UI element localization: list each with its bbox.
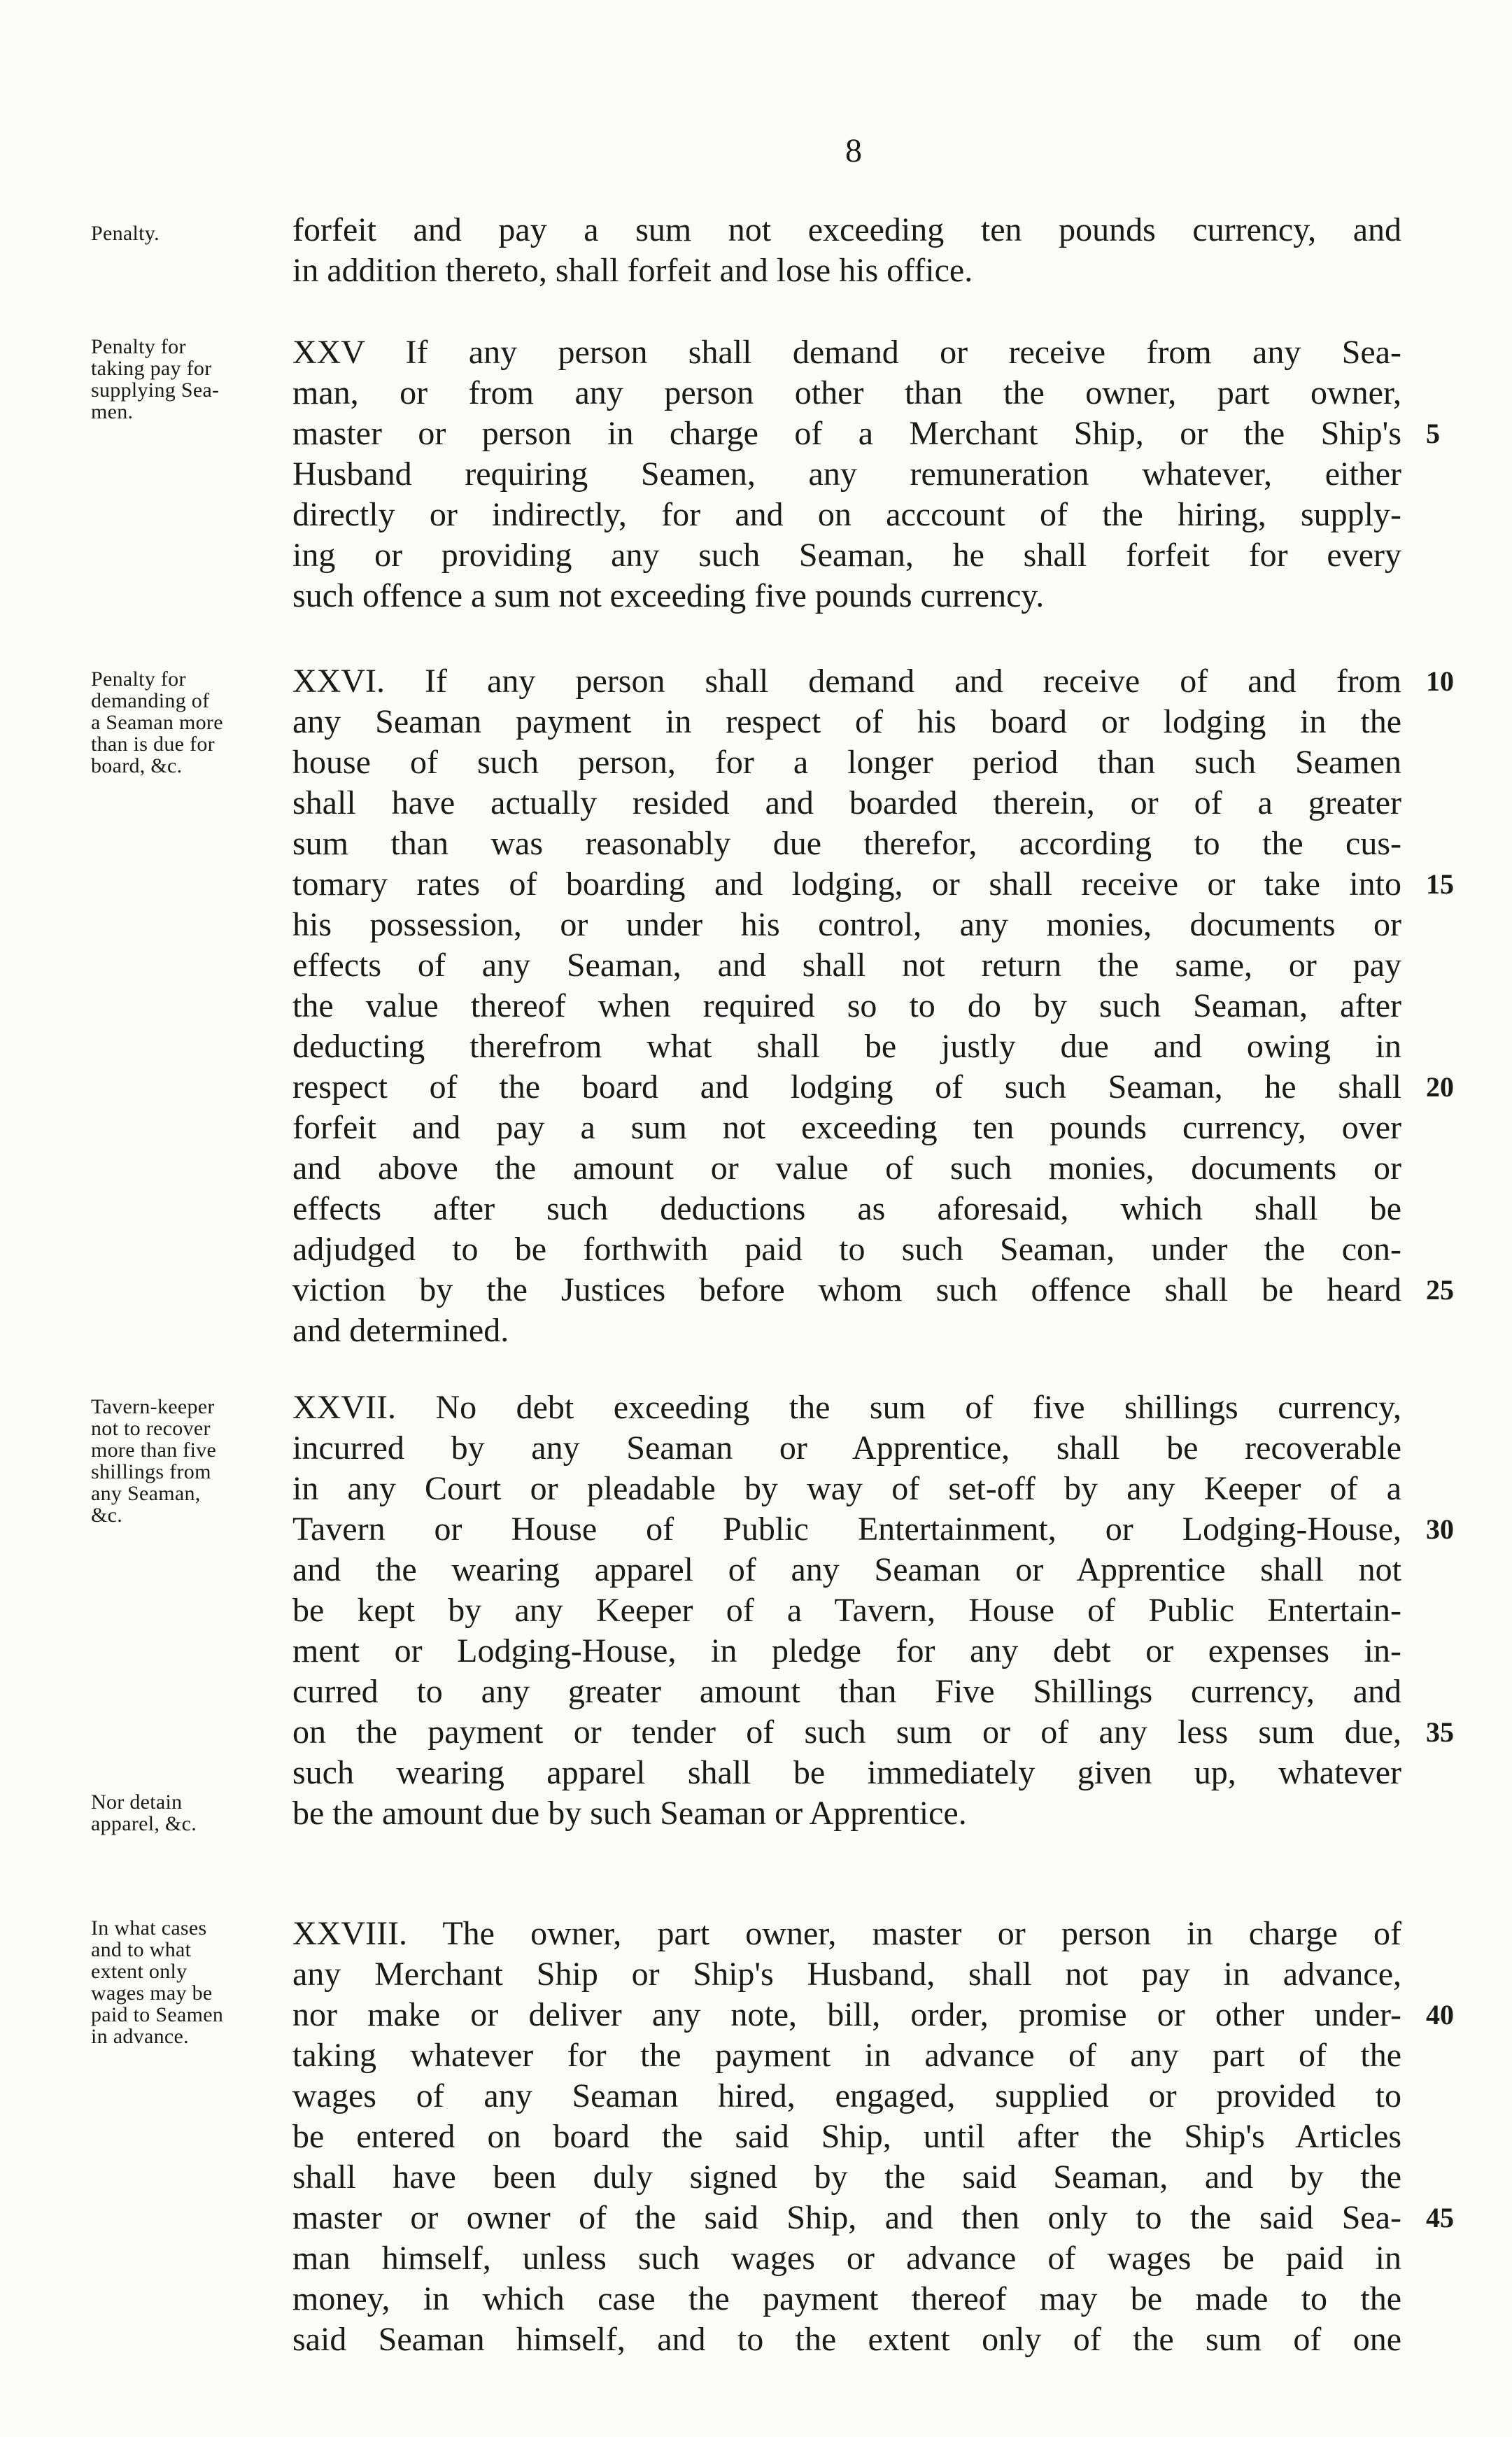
margin-note-line: &c. <box>91 1504 123 1527</box>
text-line: XXVIII. The owner, part owner, master or person in charge of <box>292 1915 1401 1952</box>
margin-note-tavern-keeper <box>91 1396 294 1526</box>
text-line: viction by the Justices before whom such offence shall be heard <box>292 1271 1401 1308</box>
margin-note-line: than is due for <box>91 733 215 756</box>
text-line: XXV If any person shall demand or receive from any Sea- <box>292 334 1401 371</box>
section-body <box>292 1387 1401 1834</box>
margin-note-line: Penalty for <box>91 667 186 691</box>
text-line: master or owner of the said Ship, and then only to the said Sea- <box>292 2199 1401 2236</box>
text-line: Husband requiring Seamen, any remuneration whatever, either <box>292 455 1401 493</box>
text-line: taking whatever for the payment in advance of any part of the <box>292 2037 1401 2074</box>
section-body <box>292 210 1401 291</box>
margin-note-line: apparel, &c. <box>91 1812 197 1835</box>
text-line: his possession, or under his control, any monies, documents or <box>292 906 1401 943</box>
margin-note-line: Tavern-keeper <box>91 1395 215 1418</box>
text-line: in any Court or pleadable by way of set-off by any Keeper of a <box>292 1470 1401 1507</box>
margin-note-line: board, &c. <box>91 754 183 777</box>
text-line: man himself, unless such wages or advance of wages be paid in <box>292 2240 1401 2277</box>
text-line: house of such person, for a longer period than such Seamen <box>292 744 1401 781</box>
line-number: 25 <box>1426 1274 1454 1306</box>
text-line: in addition thereto, shall forfeit and lose his office. <box>292 252 973 289</box>
text-line: ment or Lodging-House, in pledge for any debt or expenses in- <box>292 1632 1401 1669</box>
margin-note-line: wages may be <box>91 1982 213 2005</box>
line-number: 20 <box>1426 1071 1454 1103</box>
margin-note-line: Penalty. <box>91 222 160 245</box>
text-line: the value thereof when required so to do by such Seaman, after <box>292 987 1401 1024</box>
line-number: 15 <box>1426 868 1454 900</box>
page-number: 8 <box>845 132 862 169</box>
text-line: adjudged to be forthwith paid to such Seaman, under the con- <box>292 1231 1401 1268</box>
text-line: master or person in charge of a Merchant Ship, or the Ship's <box>292 415 1401 452</box>
margin-note-line: taking pay for <box>91 357 212 380</box>
margin-note-line: any Seaman, <box>91 1482 201 1505</box>
section-body <box>292 1914 1401 2360</box>
text-line: and above the amount or value of such monies, documents or <box>292 1150 1401 1187</box>
text-line: nor make or deliver any note, bill, order, promise or other under- <box>292 1996 1401 2033</box>
text-line: be the amount due by such Seaman or Apprentice. <box>292 1795 967 1832</box>
section-body <box>292 661 1401 1351</box>
text-line: wages of any Seaman hired, engaged, supplied or provided to <box>292 2077 1401 2114</box>
text-line: tomary rates of boarding and lodging, or shall receive or take into <box>292 866 1401 903</box>
text-line: sum than was reasonably due therefor, according to the cus- <box>292 825 1401 862</box>
margin-note-line: more than five <box>91 1439 217 1462</box>
text-line: XXVI. If any person shall demand and receive of and from <box>292 663 1401 700</box>
text-line: and the wearing apparel of any Seaman or Apprentice shall not <box>292 1551 1401 1588</box>
text-line: curred to any greater amount than Five Shillings currency, and <box>292 1673 1401 1710</box>
line-number: 5 <box>1426 418 1440 449</box>
text-line: such wearing apparel shall be immediately given up, whatever <box>292 1754 1401 1791</box>
margin-note-line: a Seaman more <box>91 711 223 734</box>
text-line: man, or from any person other than the owner, part owner, <box>292 374 1401 411</box>
text-line: such offence a sum not exceeding five pounds currency. <box>292 577 1045 614</box>
text-line: be kept by any Keeper of a Tavern, House of Public Entertain- <box>292 1592 1401 1629</box>
text-line: incurred by any Seaman or Apprentice, shall be recoverable <box>292 1429 1401 1467</box>
text-line: directly or indirectly, for and on acccount of the hiring, supply- <box>292 496 1401 533</box>
section-body <box>292 332 1401 616</box>
margin-note-line: extent only <box>91 1960 188 1983</box>
margin-note-line: Nor detain <box>91 1790 183 1814</box>
margin-note-line: men. <box>91 400 134 423</box>
line-number: 35 <box>1426 1716 1454 1748</box>
margin-note-penalty <box>91 222 294 244</box>
margin-note-line: in advance. <box>91 2025 189 2048</box>
margin-note-line: demanding of <box>91 689 210 712</box>
margin-note-wages-in-advance <box>91 1917 294 2047</box>
margin-note-penalty-board <box>91 668 294 777</box>
line-number: 30 <box>1426 1513 1454 1545</box>
line-number: 10 <box>1426 665 1454 697</box>
text-line: and determined. <box>292 1312 509 1349</box>
text-line: forfeit and pay a sum not exceeding ten pounds currency, over <box>292 1109 1401 1146</box>
margin-note-line: In what cases <box>91 1916 207 1940</box>
text-line: money, in which case the payment thereof may be made to the <box>292 2280 1401 2317</box>
text-line: shall have actually resided and boarded therein, or of a greater <box>292 784 1401 821</box>
line-number: 45 <box>1426 2202 1454 2233</box>
margin-note-line: supplying Sea- <box>91 379 220 402</box>
margin-note-line: shillings from <box>91 1460 211 1483</box>
margin-note-line: and to what <box>91 1938 192 1961</box>
text-line: effects of any Seaman, and shall not return the same, or pay <box>292 947 1401 984</box>
text-line: Tavern or House of Public Entertainment, or Lodging-House, <box>292 1511 1401 1548</box>
text-line: forfeit and pay a sum not exceeding ten pounds currency, and <box>292 211 1401 248</box>
margin-note-penalty-supplying-seamen <box>91 336 294 423</box>
margin-note-line: paid to Seamen <box>91 2003 224 2026</box>
text-line: be entered on board the said Ship, until after the Ship's Articles <box>292 2118 1401 2155</box>
text-line: any Seaman payment in respect of his board or lodging in the <box>292 703 1401 740</box>
text-line: shall have been duly signed by the said Seaman, and by the <box>292 2159 1401 2196</box>
text-line: said Seaman himself, and to the extent only of the sum of one <box>292 2321 1401 2358</box>
margin-note-nor-detain <box>91 1791 294 1835</box>
line-number: 40 <box>1426 1999 1454 2030</box>
margin-note-line: not to recover <box>91 1417 211 1440</box>
text-line: XXVII. No debt exceeding the sum of five shillings currency, <box>292 1389 1401 1426</box>
text-line: on the payment or tender of such sum or of any less sum due, <box>292 1714 1401 1751</box>
text-line: any Merchant Ship or Ship's Husband, shall not pay in advance, <box>292 1956 1401 1993</box>
text-line: deducting therefrom what shall be justly due and owing in <box>292 1028 1401 1065</box>
margin-note-line: Penalty for <box>91 335 186 358</box>
text-line: respect of the board and lodging of such Seaman, he shall <box>292 1068 1401 1106</box>
text-line: effects after such deductions as aforesaid, which shall be <box>292 1190 1401 1227</box>
text-line: ing or providing any such Seaman, he shall forfeit for every <box>292 537 1401 574</box>
